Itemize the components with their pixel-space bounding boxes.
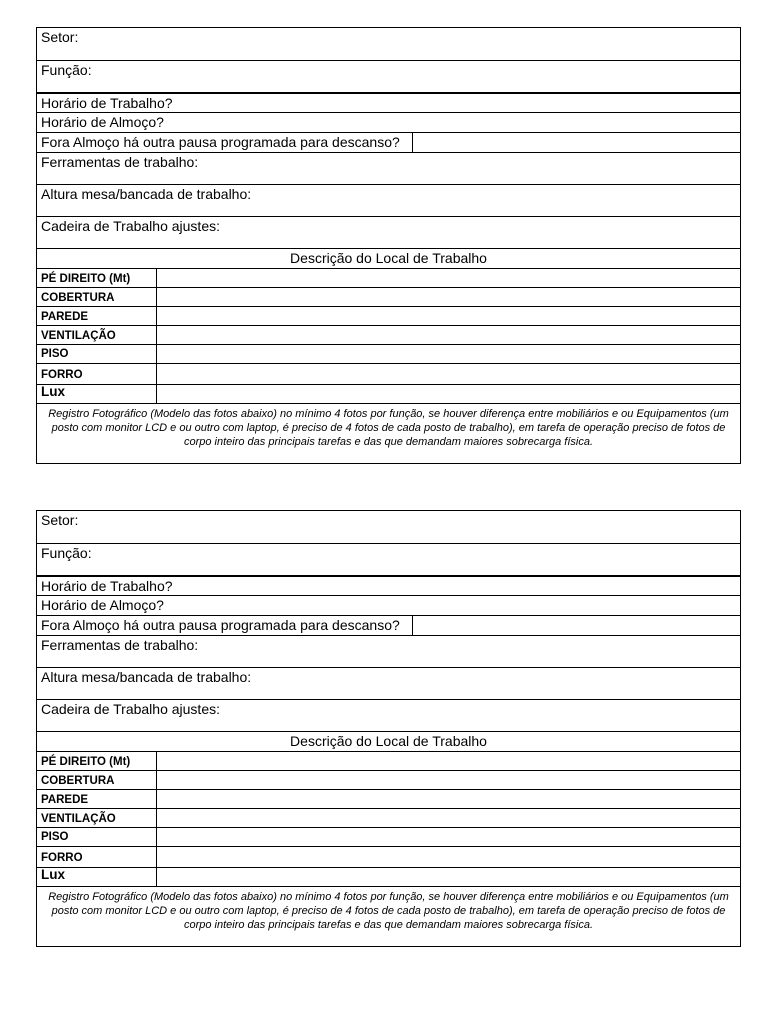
attr-row-lux[interactable]	[37, 384, 740, 403]
attr-label: COBERTURA	[41, 292, 115, 304]
attr-label: PÉ DIREITO (Mt)	[41, 273, 131, 285]
photo-note-row	[37, 403, 740, 463]
descricao-header	[37, 731, 740, 751]
cadeira-label: Cadeira de Trabalho ajustes:	[41, 701, 220, 717]
descricao-title: Descrição do Local de Trabalho	[290, 733, 487, 749]
setor-label: Setor:	[41, 29, 79, 45]
attr-row-piso[interactable]	[37, 344, 740, 363]
attr-label: PAREDE	[41, 311, 89, 323]
photo-note: Registro Fotográfico (Modelo das fotos abaixo) no mínimo 4 fotos por função, se houver diferença entre mobiliários e ou Equipamentos (um posto com monitor LCD e ou outro com laptop, é preciso de 4 fotos de cada posto de trabalho), em tarefa de operação preciso de fotos de corpo inteiro das principais tarefas e das que demandam maiores sobrecarga física.	[48, 408, 729, 448]
attr-label: Lux	[41, 384, 66, 399]
horario-almoco-label: Horário de Almoço?	[41, 114, 164, 130]
descricao-title: Descrição do Local de Trabalho	[290, 250, 487, 266]
cadeira-row[interactable]	[37, 699, 740, 731]
setor-row[interactable]	[37, 28, 740, 60]
attr-row-forro[interactable]	[37, 363, 740, 384]
attr-row-ventilacao[interactable]	[37, 808, 740, 827]
altura-row[interactable]	[37, 184, 740, 216]
attr-label: VENTILAÇÃO	[41, 813, 116, 825]
attr-label: PÉ DIREITO (Mt)	[41, 756, 131, 768]
cadeira-label: Cadeira de Trabalho ajustes:	[41, 218, 220, 234]
attr-row-forro[interactable]	[37, 846, 740, 867]
funcao-label: Função:	[41, 545, 92, 561]
pausa-row	[37, 615, 740, 635]
attr-label: PISO	[41, 831, 69, 843]
ferramentas-row[interactable]	[37, 152, 740, 184]
attr-row-parede[interactable]	[37, 306, 740, 325]
attr-label: Lux	[41, 867, 66, 882]
horario-trabalho-row[interactable]	[37, 575, 740, 595]
attr-label: COBERTURA	[41, 775, 115, 787]
funcao-row[interactable]	[37, 543, 740, 575]
cadeira-row[interactable]	[37, 216, 740, 248]
pausa-label: Fora Almoço há outra pausa programada para descanso?	[41, 134, 400, 150]
attr-row-pe-direito[interactable]	[37, 751, 740, 770]
horario-almoco-label: Horário de Almoço?	[41, 597, 164, 613]
funcao-row[interactable]	[37, 60, 740, 92]
workstation-form-1	[36, 27, 741, 464]
pausa-row	[37, 132, 740, 152]
attr-label: FORRO	[41, 852, 83, 864]
attr-row-pe-direito[interactable]	[37, 268, 740, 287]
photo-note: Registro Fotográfico (Modelo das fotos abaixo) no mínimo 4 fotos por função, se houver diferença entre mobiliários e ou Equipamentos (um posto com monitor LCD e ou outro com laptop, é preciso de 4 fotos de cada posto de trabalho), em tarefa de operação preciso de fotos de corpo inteiro das principais tarefas e das que demandam maiores sobrecarga física.	[48, 891, 729, 931]
altura-row[interactable]	[37, 667, 740, 699]
ferramentas-label: Ferramentas de trabalho:	[41, 154, 199, 170]
setor-row[interactable]	[37, 511, 740, 543]
attr-label: FORRO	[41, 369, 83, 381]
attr-label: VENTILAÇÃO	[41, 330, 116, 342]
attr-label: PAREDE	[41, 794, 89, 806]
workstation-form-2	[36, 510, 741, 947]
horario-trabalho-row[interactable]	[37, 92, 740, 112]
setor-label: Setor:	[41, 512, 79, 528]
ferramentas-label: Ferramentas de trabalho:	[41, 637, 199, 653]
attr-row-lux[interactable]	[37, 867, 740, 886]
attr-row-cobertura[interactable]	[37, 287, 740, 306]
altura-label: Altura mesa/bancada de trabalho:	[41, 186, 252, 202]
pausa-answer-box[interactable]	[412, 615, 740, 635]
funcao-label: Função:	[41, 62, 92, 78]
pausa-label: Fora Almoço há outra pausa programada para descanso?	[41, 617, 400, 633]
horario-trabalho-label: Horário de Trabalho?	[41, 95, 173, 111]
attr-row-parede[interactable]	[37, 789, 740, 808]
horario-almoco-row[interactable]	[37, 112, 740, 132]
descricao-header	[37, 248, 740, 268]
horario-almoco-row[interactable]	[37, 595, 740, 615]
horario-trabalho-label: Horário de Trabalho?	[41, 578, 173, 594]
ferramentas-row[interactable]	[37, 635, 740, 667]
attr-row-cobertura[interactable]	[37, 770, 740, 789]
photo-note-row	[37, 886, 740, 946]
attr-row-ventilacao[interactable]	[37, 325, 740, 344]
pausa-answer-box[interactable]	[412, 132, 740, 152]
attr-label: PISO	[41, 348, 69, 360]
altura-label: Altura mesa/bancada de trabalho:	[41, 669, 252, 685]
attr-row-piso[interactable]	[37, 827, 740, 846]
